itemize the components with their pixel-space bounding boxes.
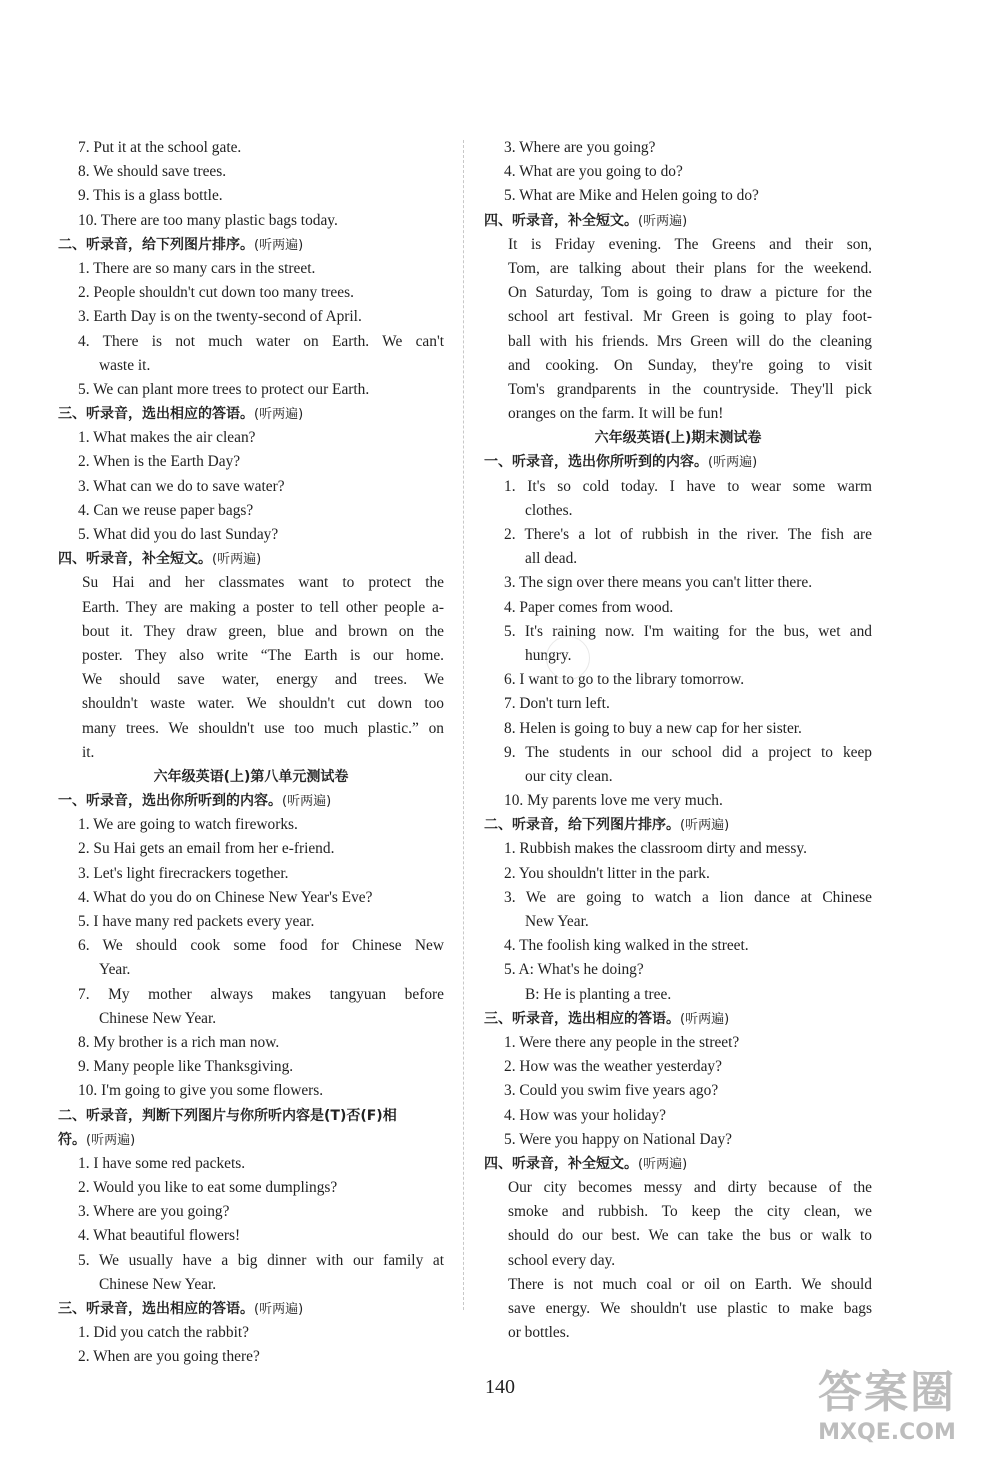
listen-twice-note: (听两遍)	[282, 794, 332, 810]
test-title: 六年级英语(上)第八单元测试卷	[153, 768, 349, 785]
question-line: 2. How was the weather yesterday?	[504, 1058, 722, 1076]
question-line: 4. What beautiful flowers!	[78, 1227, 241, 1245]
section-heading	[58, 547, 444, 571]
listen-twice-note: (听两遍)	[708, 455, 758, 471]
question-line: 4. The foolish king walked in the street.	[504, 937, 749, 955]
section-heading	[58, 402, 444, 426]
question-line: 4. Can we reuse paper bags?	[78, 501, 254, 519]
question-line: 1. There are so many cars in the street.	[78, 259, 316, 277]
section-heading-text: 四、听录音，补全短文。	[484, 212, 638, 229]
section-heading-text: 三、听录音，选出相应的答语。	[58, 406, 254, 423]
question-line: 4. What are you going to do?	[504, 163, 683, 181]
question-line: 3. We are going to watch a lion dance at Chinese	[504, 888, 872, 906]
listen-twice-note: (听两遍)	[680, 818, 730, 834]
section-heading	[58, 789, 444, 813]
section-heading-text: 四、听录音，补全短文。	[484, 1155, 638, 1172]
passage-line: shouldn't waste water. We shouldn't cut down too	[82, 695, 444, 713]
listen-twice-note: (听两遍)	[680, 1011, 730, 1027]
listen-twice-note: (听两遍)	[254, 407, 304, 423]
watermark-url: MXQE.COM	[818, 1420, 956, 1445]
question-line: 5. It's raining now. I'm waiting for the bus, wet and	[504, 622, 872, 640]
question-line: 8. We should save trees.	[78, 163, 227, 181]
listen-twice-note: (听两遍)	[638, 213, 688, 229]
passage-line: poster. They also write “The Earth is our home.	[82, 646, 444, 664]
question-line: 4. How was your holiday?	[504, 1106, 666, 1124]
question-line: 7. Don't turn left.	[504, 695, 610, 713]
continuation-line: Chinese New Year.	[99, 1275, 217, 1293]
site-watermark	[792, 1367, 982, 1457]
right-column	[484, 136, 872, 1345]
passage-line: Su Hai and her classmates want to protect the	[82, 574, 444, 592]
passage-line: bout it. They draw green, blue and brown on the	[82, 622, 444, 640]
listen-twice-note: (听两遍)	[254, 1302, 304, 1317]
question-line: 1. Rubbish makes the classroom dirty and messy.	[504, 840, 807, 858]
question-line: 4. There is not much water on Earth. We can't	[78, 332, 444, 350]
section-heading-text: 符。	[58, 1131, 86, 1148]
section-heading-text: 二、听录音，给下列图片排序。	[58, 236, 254, 253]
question-line: 3. Where are you going?	[78, 1203, 230, 1221]
section-heading-text: 四、听录音，补全短文。	[58, 551, 212, 568]
question-line: 1. I have some red packets.	[78, 1154, 246, 1172]
question-line: 3. Earth Day is on the twenty-second of April.	[78, 308, 362, 326]
continuation-line: B: He is planting a tree.	[525, 985, 672, 1003]
passage-line: There is not much coal or oil on Earth. We should	[508, 1275, 872, 1293]
question-line: 2. Su Hai gets an email from her e-friend.	[78, 840, 335, 858]
question-line: 3. Where are you going?	[504, 139, 656, 156]
passage-line: Earth. They are making a poster to tell other people a-	[82, 598, 444, 616]
passage-line: or bottles.	[508, 1324, 570, 1342]
passage-line: oranges on the farm. It will be fun!	[508, 405, 724, 423]
section-heading-text: 一、听录音，选出你所听到的内容。	[484, 454, 708, 471]
section-heading	[58, 233, 444, 257]
question-line: 4. What do you do on Chinese New Year's Eve?	[78, 888, 373, 906]
passage-line: smoke and rubbish. To keep the city clean, we	[508, 1203, 872, 1221]
section-heading	[484, 450, 872, 474]
question-line: 7. Put it at the school gate.	[78, 139, 242, 156]
section-heading	[58, 1297, 444, 1321]
passage-line: We should save water, energy and trees. We	[82, 671, 444, 689]
question-line: 8. Helen is going to buy a new cap for her sister.	[504, 719, 802, 737]
passage-line: school every day.	[508, 1251, 616, 1269]
question-line: 6. We should cook some food for Chinese New	[78, 937, 444, 955]
question-line: 2. People shouldn't cut down too many trees.	[78, 284, 354, 302]
section-heading-text: 三、听录音，选出相应的答语。	[484, 1010, 680, 1027]
section-heading	[58, 1128, 444, 1152]
passage-line: Our city becomes messy and dirty because of the	[508, 1179, 872, 1197]
section-heading-text: 二、听录音，给下列图片排序。	[484, 817, 680, 834]
section-heading	[58, 1104, 444, 1128]
question-line: 2. When is the Earth Day?	[78, 453, 241, 471]
listen-twice-note: (听两遍)	[638, 1156, 688, 1172]
question-line: 2. When are you going there?	[78, 1348, 260, 1366]
question-line: 3. What can we do to save water?	[78, 477, 285, 495]
passage-line: Tom, are talking about their plans for the weekend.	[508, 259, 872, 277]
question-line: 2. Would you like to eat some dumplings?	[78, 1179, 338, 1197]
faint-stamp-mark	[546, 636, 590, 680]
question-line: 9. The students in our school did a project to keep	[504, 743, 872, 761]
question-line: 9. Many people like Thanksgiving.	[78, 1058, 294, 1076]
question-line: 7. My mother always makes tangyuan before	[78, 985, 444, 1003]
continuation-line: clothes.	[525, 501, 573, 519]
passage-line: should do our best. We can take the bus or walk to	[508, 1227, 872, 1245]
question-line: 3. Let's light firecrackers together.	[78, 864, 289, 882]
passage-line: ball with his friends. Mrs Green will do the cleaning	[508, 332, 872, 350]
continuation-line: New Year.	[525, 913, 589, 930]
passage-line: it.	[82, 743, 95, 761]
left-column	[58, 136, 444, 1370]
continuation-line: our city clean.	[525, 767, 613, 785]
question-line: 5. A: What's he doing?	[504, 961, 644, 979]
listen-twice-note: (听两遍)	[86, 1132, 136, 1148]
question-line: 3. Could you swim five years ago?	[504, 1082, 719, 1100]
question-line: 1. We are going to watch fireworks.	[78, 816, 298, 834]
section-heading	[484, 1007, 872, 1031]
question-line: 3. The sign over there means you can't litter there.	[504, 574, 813, 592]
question-line: 5. I have many red packets every year.	[78, 913, 315, 930]
listen-twice-note: (听两遍)	[254, 237, 304, 253]
question-line: 10. There are too many plastic bags today.	[78, 211, 338, 229]
page-number: 140	[485, 1376, 515, 1398]
section-heading	[484, 1152, 872, 1176]
question-line: 10. My parents love me very much.	[504, 792, 723, 810]
watermark-logo-text: 答案圈	[818, 1367, 956, 1418]
question-line: 1. Were there any people in the street?	[504, 1033, 740, 1051]
question-line: 5. What are Mike and Helen going to do?	[504, 187, 759, 205]
continuation-line: Year.	[99, 961, 131, 979]
passage-line: many trees. We shouldn't use too much plastic.” on	[82, 719, 444, 737]
question-line: 2. There's a lot of rubbish in the river. The fish are	[504, 526, 872, 543]
section-heading	[484, 209, 872, 233]
passage-line: It is Friday evening. The Greens and their son,	[508, 235, 872, 253]
passage-line: save energy. We shouldn't use plastic to make bags	[508, 1300, 872, 1317]
listen-twice-note: (听两遍)	[212, 552, 262, 568]
continuation-line: all dead.	[525, 550, 578, 568]
question-line: 9. This is a glass bottle.	[78, 187, 223, 205]
continuation-line: hungry.	[525, 646, 572, 664]
question-line: 5. We usually have a big dinner with our family at	[78, 1251, 444, 1269]
passage-line: and cooking. On Sunday, they're going to visit	[508, 356, 872, 374]
test-title: 六年级英语(上)期末测试卷	[594, 430, 762, 447]
section-heading-text: 三、听录音，选出相应的答语。	[58, 1301, 254, 1317]
question-line: 5. We can plant more trees to protect our Earth.	[78, 380, 370, 398]
passage-line: school art festival. Mr Green is going to play foot-	[508, 308, 872, 326]
question-line: 8. My brother is a rich man now.	[78, 1033, 280, 1051]
question-line: 4. Paper comes from wood.	[504, 598, 674, 616]
passage-line: On Saturday, Tom is going to draw a picture for the	[508, 284, 872, 302]
continuation-line: waste it.	[99, 356, 151, 374]
question-line: 2. You shouldn't litter in the park.	[504, 864, 710, 882]
passage-line: Tom's grandparents in the countryside. They'll pick	[508, 380, 872, 398]
question-line: 1. What makes the air clean?	[78, 429, 256, 447]
question-line: 10. I'm going to give you some flowers.	[78, 1082, 324, 1100]
continuation-line: Chinese New Year.	[99, 1009, 217, 1027]
question-line: 5. Were you happy on National Day?	[504, 1130, 732, 1148]
section-heading-text: 二、听录音，判断下列图片与你所听内容是(T)否(F)相	[58, 1107, 397, 1124]
section-heading-text: 一、听录音，选出你所听到的内容。	[58, 793, 282, 810]
column-divider	[463, 140, 464, 1310]
question-line: 1. Did you catch the rabbit?	[78, 1324, 249, 1342]
question-line: 5. What did you do last Sunday?	[78, 526, 279, 543]
section-heading	[484, 813, 872, 837]
question-line: 1. It's so cold today. I have to wear some warm	[504, 477, 872, 495]
question-line: 6. I want to go to the library tomorrow.	[504, 671, 745, 689]
